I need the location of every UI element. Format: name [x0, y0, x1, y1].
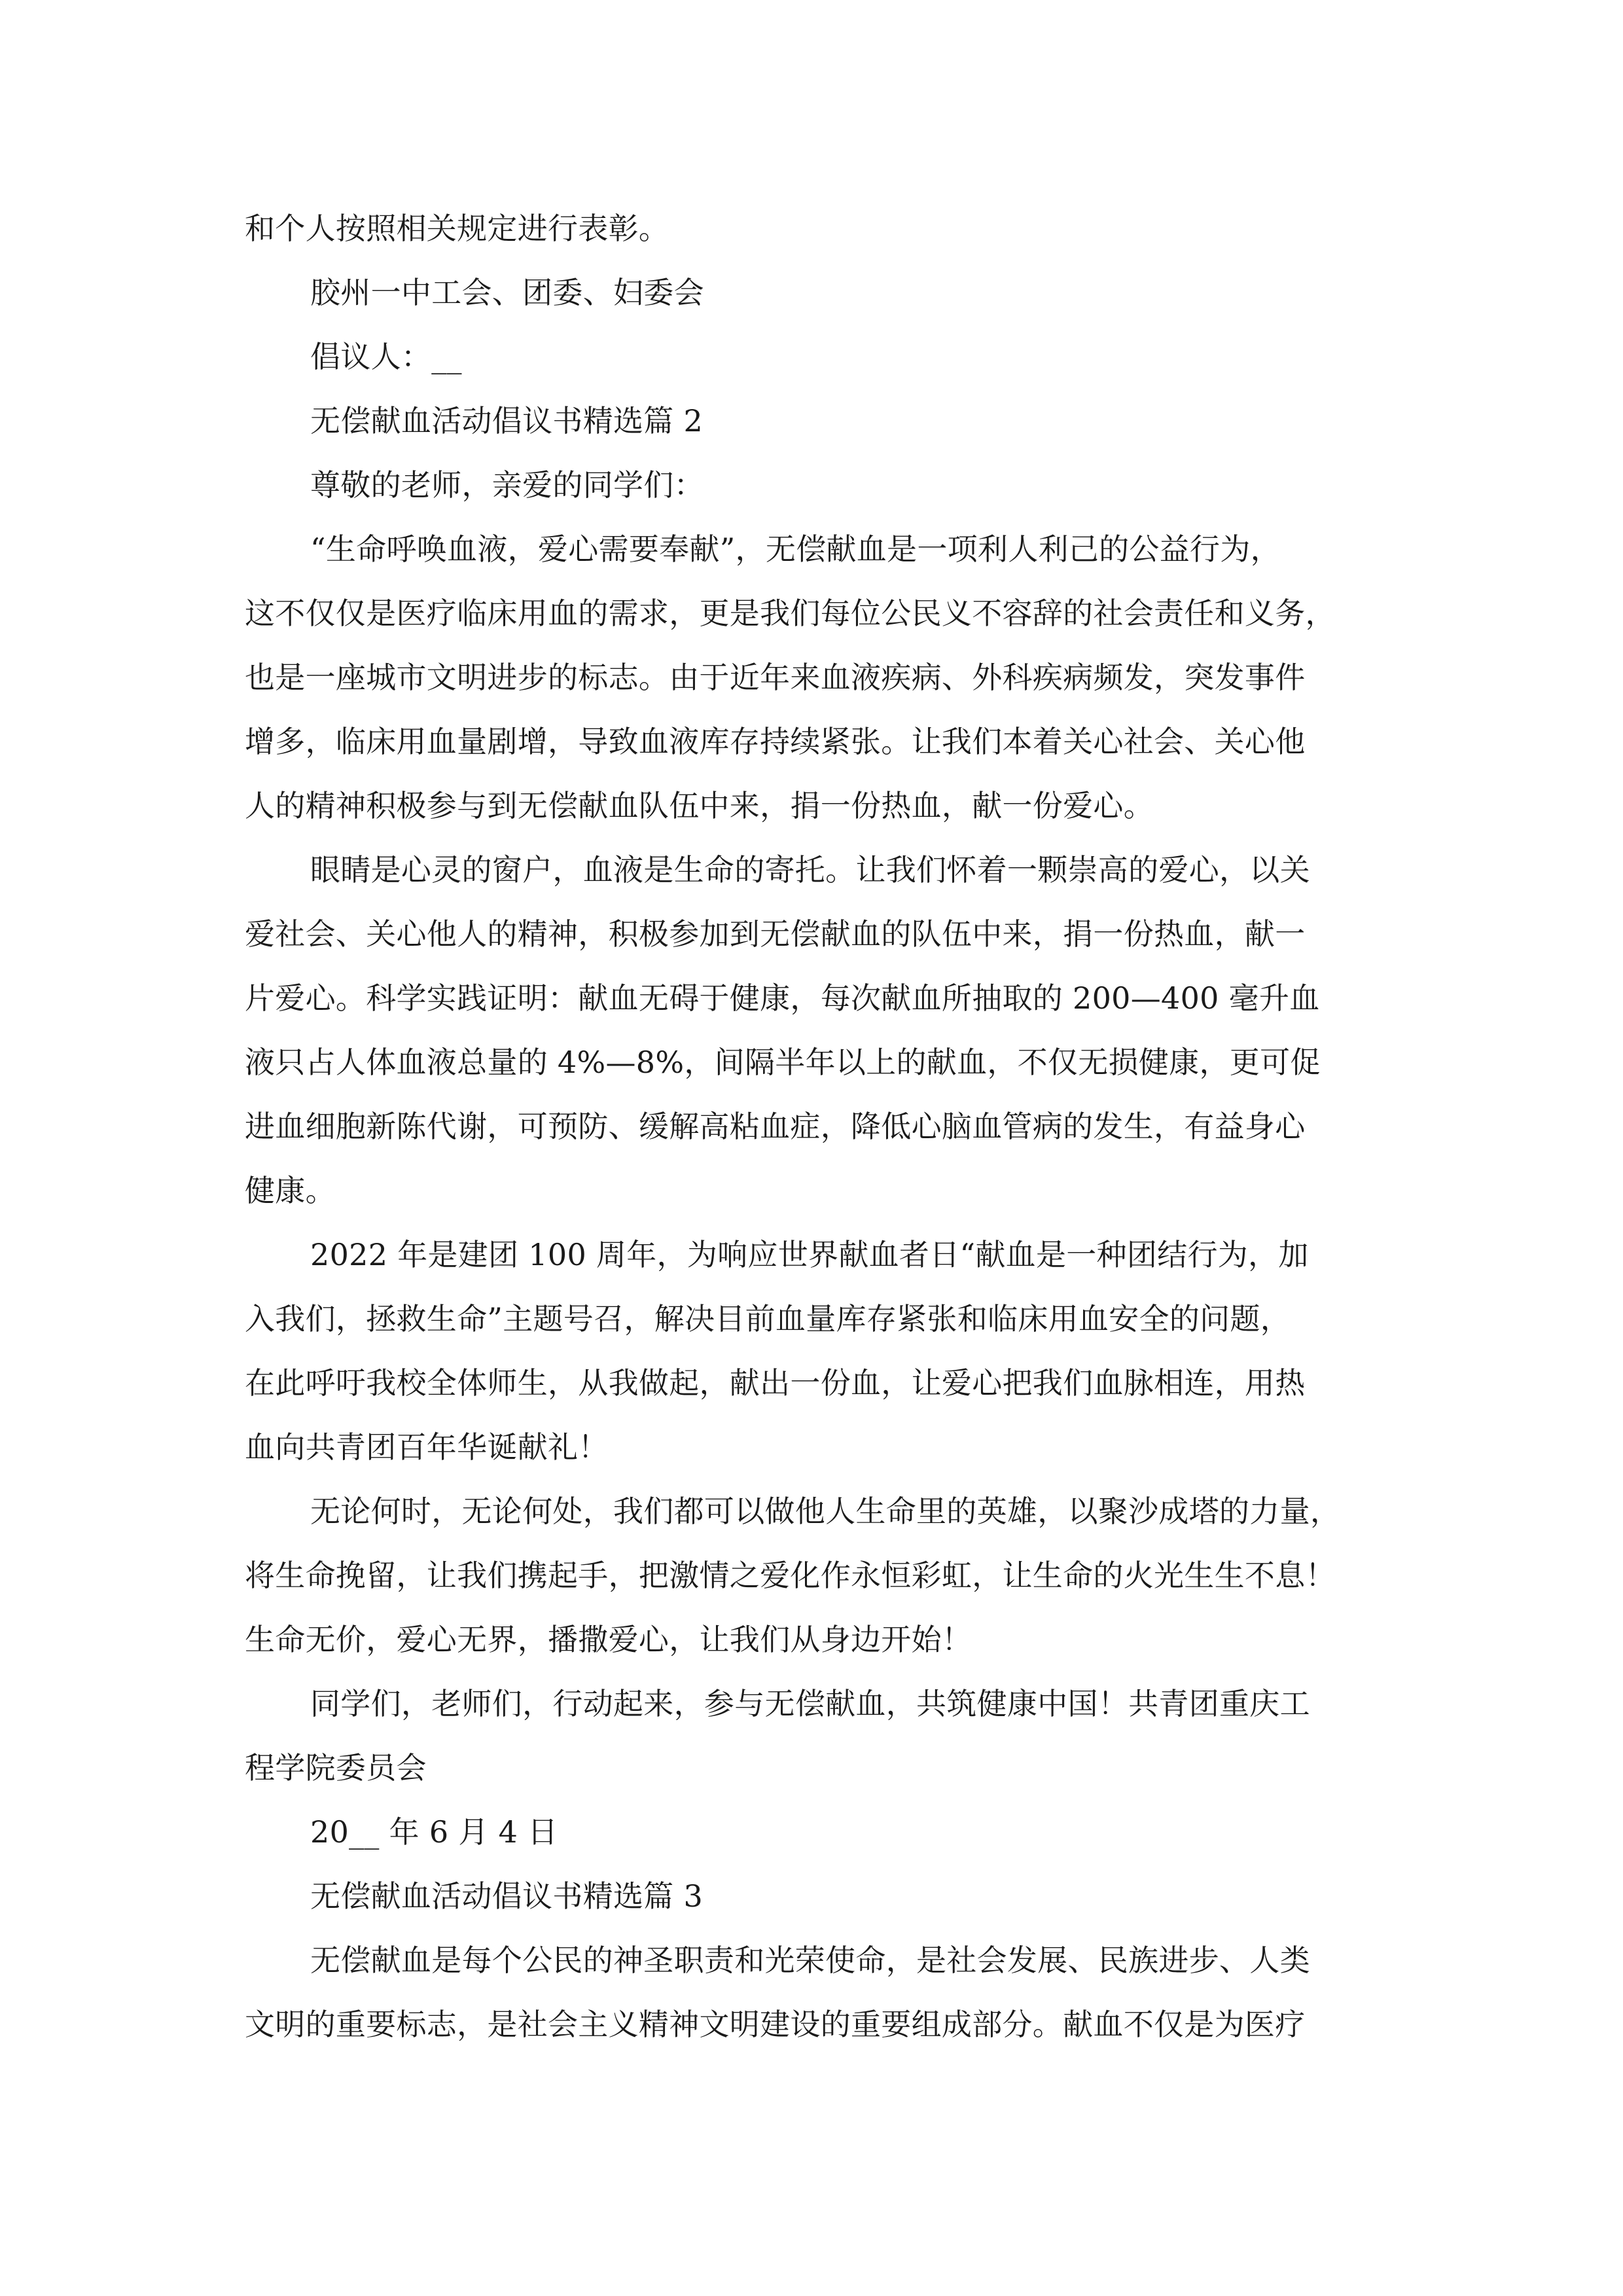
salutation: 尊敬的老师，亲爱的同学们：	[310, 467, 704, 503]
document-body	[245, 196, 1385, 2056]
paragraph-line: 血向共青团百年华诞献礼！	[245, 1429, 609, 1465]
section-title: 无偿献血活动倡议书精选篇 2	[310, 403, 704, 439]
date-line: 20__ 年 6 月 4 日	[310, 1814, 558, 1850]
paragraph-line: 无论何时，无论何处，我们都可以做他人生命里的英雄，以聚沙成塔的力量，	[310, 1494, 1341, 1529]
paragraph-line: 文明的重要标志，是社会主义精神文明建设的重要组成部分。献血不仅是为医疗	[245, 2007, 1306, 2042]
paragraph-line: 将生命挽留，让我们携起手，把激情之爱化作永恒彩虹，让生命的火光生生不息！	[245, 1558, 1336, 1593]
paragraph-line: 增多，临床用血量剧增，导致血液库存持续紧张。让我们本着关心社会、关心他	[245, 724, 1306, 759]
paragraph-line: 爱社会、关心他人的精神，积极参加到无偿献血的队伍中来，捐一份热血，献一	[245, 916, 1306, 952]
paragraph-line: 和个人按照相关规定进行表彰。	[245, 211, 669, 246]
section-title: 无偿献血活动倡议书精选篇 3	[310, 1878, 704, 1914]
paragraph-line: 健康。	[245, 1173, 336, 1208]
paragraph-line: 入我们，拯救生命”主题号召，解决目前血量库存紧张和临床用血安全的问题，	[245, 1301, 1291, 1336]
paragraph-line: 液只占人体血液总量的 4%—8%，间隔半年以上的献血，不仅无损健康，更可促	[245, 1045, 1321, 1080]
paragraph-line: 在此呼吁我校全体师生，从我做起，献出一份血，让爱心把我们血脉相连，用热	[245, 1365, 1306, 1401]
paragraph-line: 人的精神积极参与到无偿献血队伍中来，捐一份热血，献一份爱心。	[245, 788, 1154, 823]
paragraph-line: “生命呼唤血液，爱心需要奉献”，无偿献血是一项利人利己的公益行为，	[310, 531, 1281, 567]
paragraph-line: 生命无价，爱心无界，播撒爱心，让我们从身边开始！	[245, 1622, 972, 1657]
paragraph-line: 也是一座城市文明进步的标志。由于近年来血液疾病、外科疾病频发，突发事件	[245, 660, 1306, 695]
proposer-line: 倡议人：__	[310, 339, 462, 374]
organization-line: 胶州一中工会、团委、妇委会	[310, 275, 704, 310]
paragraph-line: 2022 年是建团 100 周年，为响应世界献血者日“献血是一种团结行为，加	[310, 1237, 1309, 1272]
paragraph-line: 眼睛是心灵的窗户，血液是生命的寄托。让我们怀着一颗崇高的爱心，以关	[310, 852, 1310, 888]
signature-line: 程学院委员会	[245, 1750, 427, 1785]
paragraph-line: 进血细胞新陈代谢，可预防、缓解高粘血症，降低心脑血管病的发生，有益身心	[245, 1109, 1306, 1144]
paragraph-line: 片爱心。科学实践证明：献血无碍于健康，每次献血所抽取的 200—400 毫升血	[245, 980, 1320, 1016]
paragraph-line: 无偿献血是每个公民的神圣职责和光荣使命，是社会发展、民族进步、人类	[310, 1943, 1310, 1978]
paragraph-line: 同学们，老师们，行动起来，参与无偿献血，共筑健康中国！共青团重庆工	[310, 1686, 1310, 1721]
paragraph-line: 这不仅仅是医疗临床用血的需求，更是我们每位公民义不容辞的社会责任和义务，	[245, 596, 1336, 631]
